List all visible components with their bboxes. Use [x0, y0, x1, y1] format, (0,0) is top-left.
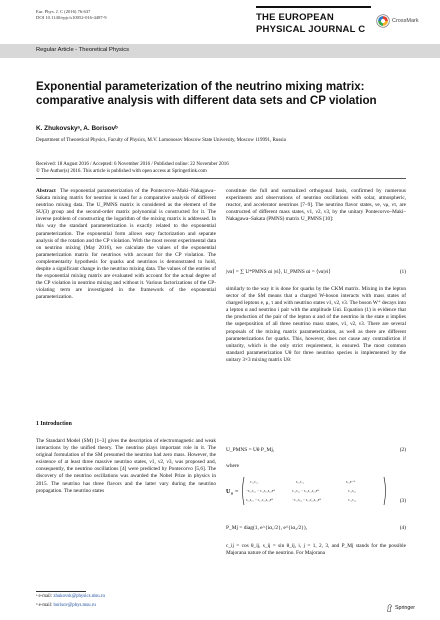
paper-authors: K. Zhukovskyᵃ, A. Borisovᵇ	[36, 125, 118, 132]
footnote-b	[36, 603, 96, 608]
publication-dates	[36, 162, 416, 176]
doi-line: DOI 10.1140/epjc/s10052-016-4487-9	[36, 15, 107, 20]
crossmark-icon	[376, 14, 390, 28]
article-type-label: Regular Article - Theoretical Physics	[36, 47, 130, 53]
citation-header	[36, 9, 107, 21]
email-link-a[interactable]: zhukovsk@physics.msu.ru	[53, 594, 105, 599]
svg-text:s₁₃e⁻ⁱᵟ: s₁₃e⁻ⁱᵟ	[346, 480, 356, 484]
svg-text:U: U	[226, 489, 231, 495]
abstract	[36, 188, 216, 302]
equation-4	[226, 525, 406, 531]
equation-1-number: (1)	[399, 269, 406, 275]
email-link-b[interactable]: borisov@phys.msu.ru	[53, 603, 96, 608]
svg-text:c₁₂c₁₃: c₁₂c₁₃	[250, 480, 259, 484]
svg-text:−c₁₂s₂₃ − s₁₂c₂₃s₁₃eⁱᵟ: −c₁₂s₂₃ − s₁₂c₂₃s₁₃eⁱᵟ	[292, 498, 321, 502]
svg-text:=: =	[235, 489, 239, 495]
paragraph: c_ij = cos θ_ij, s_ij = sin θ_ij, i, j = 1, 2, 3, and P_Mj stands for the possible Majorana nature of the neutrino. For Majorana	[226, 543, 406, 557]
citation-line: Eur. Phys. J. C (2016) 76:637	[36, 9, 91, 14]
equation-1-body: |να⟩ = ∑ U*PMNS αi |νi⟩, U_PMNS αi = ⟨να|νi⟩	[226, 269, 331, 275]
svg-text:s₁₂s₂₃ − c₁₂c₂₃s₁₃eⁱᵟ: s₁₂s₂₃ − c₁₂c₂₃s₁₃eⁱᵟ	[246, 498, 273, 502]
svg-text:θ: θ	[231, 491, 233, 496]
equation-2-number: (2)	[399, 447, 406, 453]
footnote-a	[36, 594, 105, 599]
paragraph: similarly to the way it is done for quarks by the CKM matrix. Mixing in the lepton sector of the SM means that a charged W-boson interacts with mass states of charged leptons e, μ, τ and with neutrino states ν1, ν2, ν3. The boson W⁺ decays into a lepton α and neutrino i pair with the amplitude Uαi. Equation (1) is evidence that the production of the pair of the lepton α and of the neutrino in the state α implies the superposition of all three neutrino mass states, ν1, ν2, ν3. There are several proposals of the mixing matrix parameterization, as well as there are different parameterizations for quarks. This, however, does not cause any contradiction if unitarity, which is the only strict requirement, is ensured. The most common standard parameterization Uθ for three neutrino species is implemented by the unitary 3×3 mixing matrix Uθ:	[226, 286, 406, 363]
where-label: where	[226, 463, 239, 469]
right-column-para2	[226, 286, 406, 364]
equation-2	[226, 447, 406, 453]
springer-horse-icon	[386, 604, 393, 612]
section-heading-introduction: 1 Introduction	[36, 421, 72, 427]
journal-name-line1: THE EUROPEAN	[256, 12, 334, 23]
affiliation: Department of Theoretical Physics, Faculty of Physics, M.V. Lomonosov Moscow State University, Moscow 119991, Russia	[36, 138, 286, 143]
footnote-b-label: ᵇ e-mail:	[36, 603, 53, 608]
svg-text:c₁₂c₂₃ − s₁₂s₁₃s₂₃eⁱᵟ: c₁₂c₂₃ − s₁₂s₁₃s₂₃eⁱᵟ	[292, 489, 319, 493]
crossmark-badge[interactable]	[376, 14, 419, 28]
equation-3	[226, 474, 406, 508]
svg-text:c₁₃c₂₃: c₁₃c₂₃	[348, 498, 357, 502]
svg-text:s₁₂c₁₃: s₁₂c₁₃	[296, 480, 305, 484]
equation-4-number: (4)	[399, 525, 406, 531]
crossmark-label: CrossMark	[392, 18, 419, 24]
abstract-label: Abstract	[36, 188, 56, 194]
publisher-logo	[386, 604, 415, 612]
footnote-divider	[36, 591, 86, 592]
equation-2-body: U_PMNS = Uθ P_Mj,	[226, 447, 275, 453]
mixing-matrix-figure	[226, 474, 396, 508]
copyright-line: © The Author(s) 2016. This article is published with open access at Springerlink.com	[36, 168, 207, 174]
svg-text:−s₁₂c₂₃ − c₁₂s₁₃s₂₃eⁱᵟ: −s₁₂c₂₃ − c₁₂s₁₃s₂₃eⁱᵟ	[246, 489, 275, 493]
journal-name-line2: PHYSICAL JOURNAL C	[256, 24, 366, 35]
equation-3-number: (3)	[399, 498, 406, 504]
publisher-name: Springer	[395, 605, 416, 611]
right-column-para1	[226, 188, 406, 223]
abstract-text: The exponential parameterization of the Pontecorvo–Maki–Nakagawa–Sakata mixing matrix for neutrino is used for a comparative analysis of different neutrino mixing data. The U_PMNS matrix is considered as the element of the SU(3) group and the second-order matrix polynomial is constructed for it. The inverse problem of constructing the logarithm of the mixing matrix is addressed. In this way the standard parameterization is exactly related to the exponential parameterization. The exponential form allows easy factorization and separate analysis of the rotation and the CP violation. With the most recent experimental data on neutrino mixing (May 2016), we calculate the values of the exponential parameterization matrix for neutrinos with account for the CP violation. The complementarity hypothesis for quarks and neutrinos is demonstrated to hold, despite a significant change in the neutrino mixing data. The values of the entries of the exponential mixing matrix are evaluated with account for the actual degree of the CP violation in neutrino mixing and without it. Various factorizations of the CP-violating term are investigated in the framework of the exponential parameterization.	[36, 188, 216, 301]
journal-logo	[256, 6, 371, 40]
right-column-para3	[226, 543, 406, 557]
dates-line: Received: 18 August 2016 / Accepted: 6 November 2016 / Published online: 22 November 2016	[36, 162, 229, 167]
svg-text:c₁₃s₂₃: c₁₃s₂₃	[348, 489, 357, 493]
article-type-band	[0, 44, 440, 58]
introduction-text: The Standard Model (SM) [1–3] gives the description of electromagnetic and weak interactions by the unified theory. The neutrino plays important role in it. The original formulation of the SM presumed the neutrino had zero mass. However, the existence of at least three massive neutrino states, ν1, ν2, ν3, was proposed and, consequently, the neutrino oscillations [4] were predicted by Pontecorvo [5,6]. The discovery of the neutrino oscillations was awarded the Nobel Prize in physics in 2015. The neutrino has three flavors and the latter vary during the neutrino propagation. The neutrino states	[36, 438, 216, 494]
equation-4-body: P_Mj = diag(1, e^{iα₁/2}, e^{iα₂/2}),	[226, 525, 308, 531]
equation-1	[226, 269, 406, 275]
paragraph: constitute the full and normalized orthogonal basis, confirmed by numerous experiments and observations of neutrino oscillations with solar, atmospheric, reactor, and accelerator neutrinos [7–9]. The neutrino flavor states, νe, νμ, ντ, are constructed of different mass states, ν1, ν2, ν3, by the unitary Pontecorvo–Maki–Nakagawa–Sakata (PMNS) matrix U_PMNS [10]:	[226, 188, 406, 223]
header-divider	[36, 178, 406, 179]
footnote-a-label: ᵃ e-mail:	[36, 594, 53, 599]
paper-title: Exponential parameterization of the neutrino mixing matrix: comparative analysis with different data sets and CP violation	[36, 80, 377, 107]
